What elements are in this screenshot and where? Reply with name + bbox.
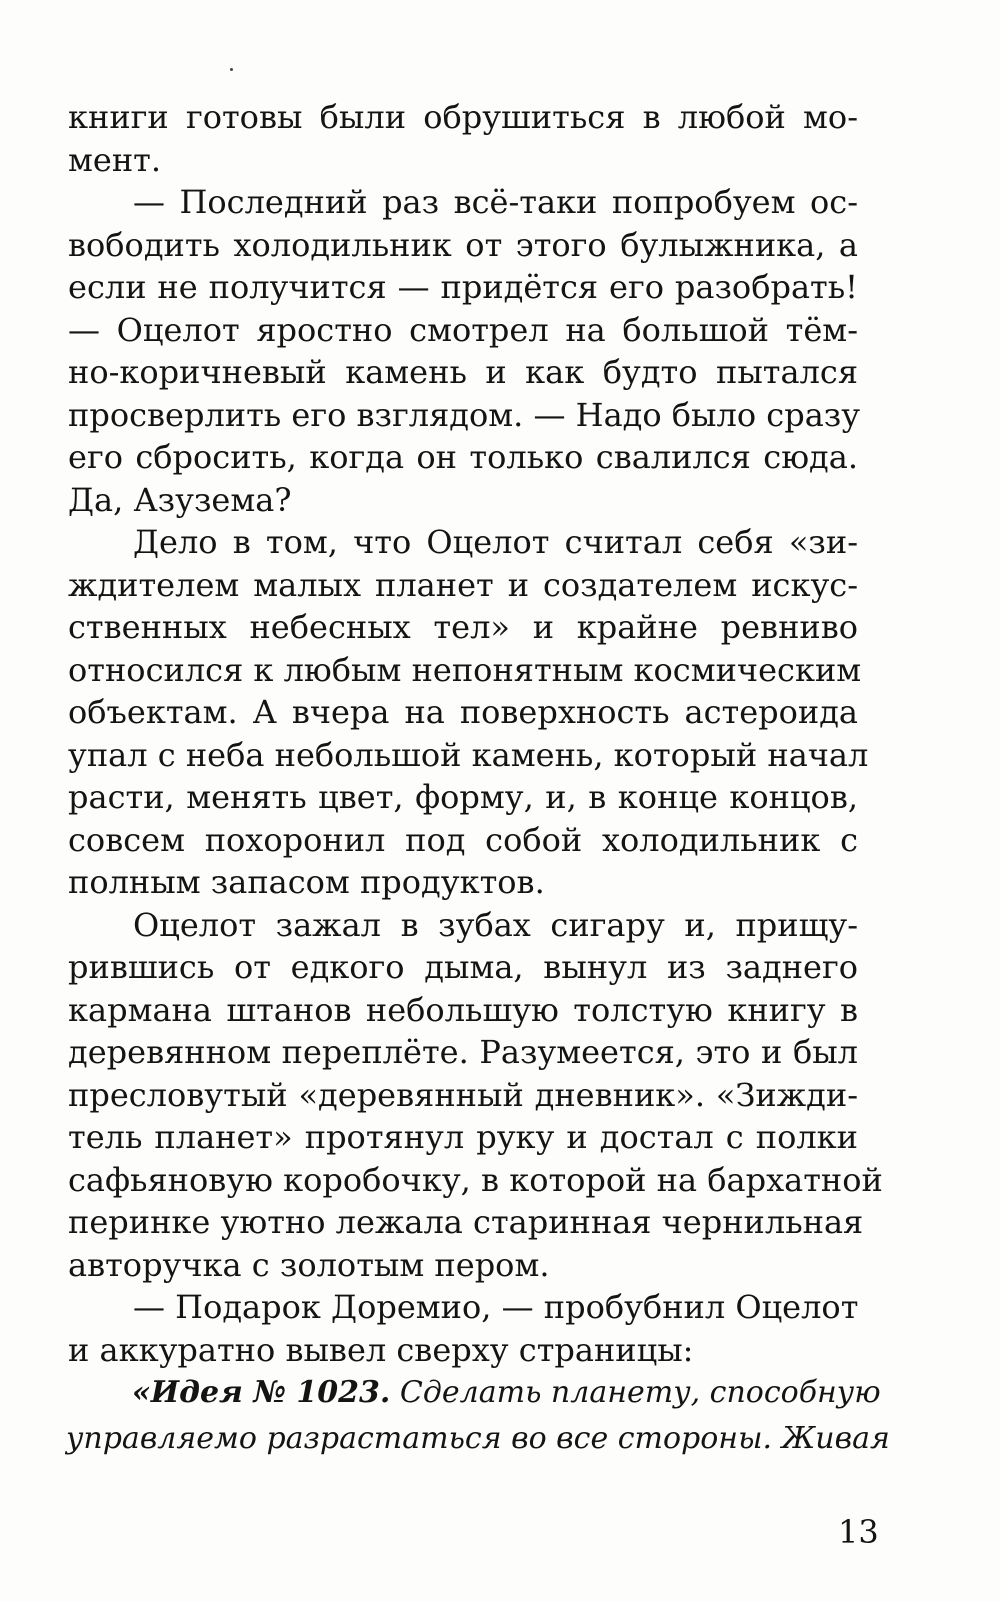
text-line: — Подарок Доремио, — пробубнил Оцелот [133,1288,859,1326]
idea-note-line: управляемо разрастаться во все стороны. Живая [66,1421,890,1456]
text-line: Дело в том, что Оцелот считал себя «зи- [133,523,858,561]
text-line: расти, менять цвет, форму, и, в конце концов, [68,778,858,816]
idea-note-line [66,1370,881,1416]
text-line: Да, Азузема? [68,480,292,519]
text-line: перинке уютно лежала старинная чернильная [68,1203,864,1241]
page-number: 13 [838,1513,879,1551]
text-line: мент. [68,140,162,179]
text-line: — Оцелот яростно смотрел на большой тём- [68,310,858,349]
idea-note [66,1370,890,1462]
main-text [68,96,883,1371]
idea-heading: «Идея № 1023. [132,1375,391,1410]
text-line: объектам. А вчера на поверхность астероида [68,693,858,731]
text-line: пресловутый «деревянный дневник». «Зижди- [68,1075,858,1114]
scan-speck [230,68,233,71]
text-line: кармана штанов небольшую толстую книгу в [68,990,858,1029]
text-line: деревянном переплёте. Разумеется, это и был [68,1033,858,1071]
text-line: сафьяновую коробочку, в которой на бархатной [68,1160,883,1199]
text-line: — Последний раз всё-таки попробуем ос- [133,183,858,221]
text-line: совсем похоронил под собой холодильник с [68,820,858,859]
text-line: Оцелот зажал в зубах сигару и, прищу- [133,905,858,944]
text-line: и аккуратно вывел сверху страницы: [68,1330,694,1369]
text-line: но-коричневый камень и как будто пытался [68,353,858,391]
text-line: рившись от едкого дыма, вынул из заднего [68,948,858,986]
text-line: полным запасом продуктов. [68,863,545,901]
text-line: просверлить его взглядом. — Надо было сразу [68,395,861,434]
text-line: тель планет» протянул руку и достал с полки [68,1118,858,1156]
text-line: если не получится — придётся его разобрать! [68,268,858,306]
text-line: ственных небесных тел» и крайне ревниво [68,608,858,646]
text-line: ждителем малых планет и создателем искус- [68,565,858,604]
text-line: книги готовы были обрушиться в любой мо- [68,98,858,136]
text-line: упал с неба небольшой камень, который начал [68,735,869,774]
text-line: его сбросить, когда он только свалился сюда. [68,438,858,476]
text-line: относился к любым непонятным космическим [68,650,862,689]
text-line: вободить холодильник от этого булыжника, а [68,225,858,264]
idea-text: Сделать планету, способную [399,1375,881,1410]
text-line: авторучка с золотым пером. [68,1245,550,1284]
